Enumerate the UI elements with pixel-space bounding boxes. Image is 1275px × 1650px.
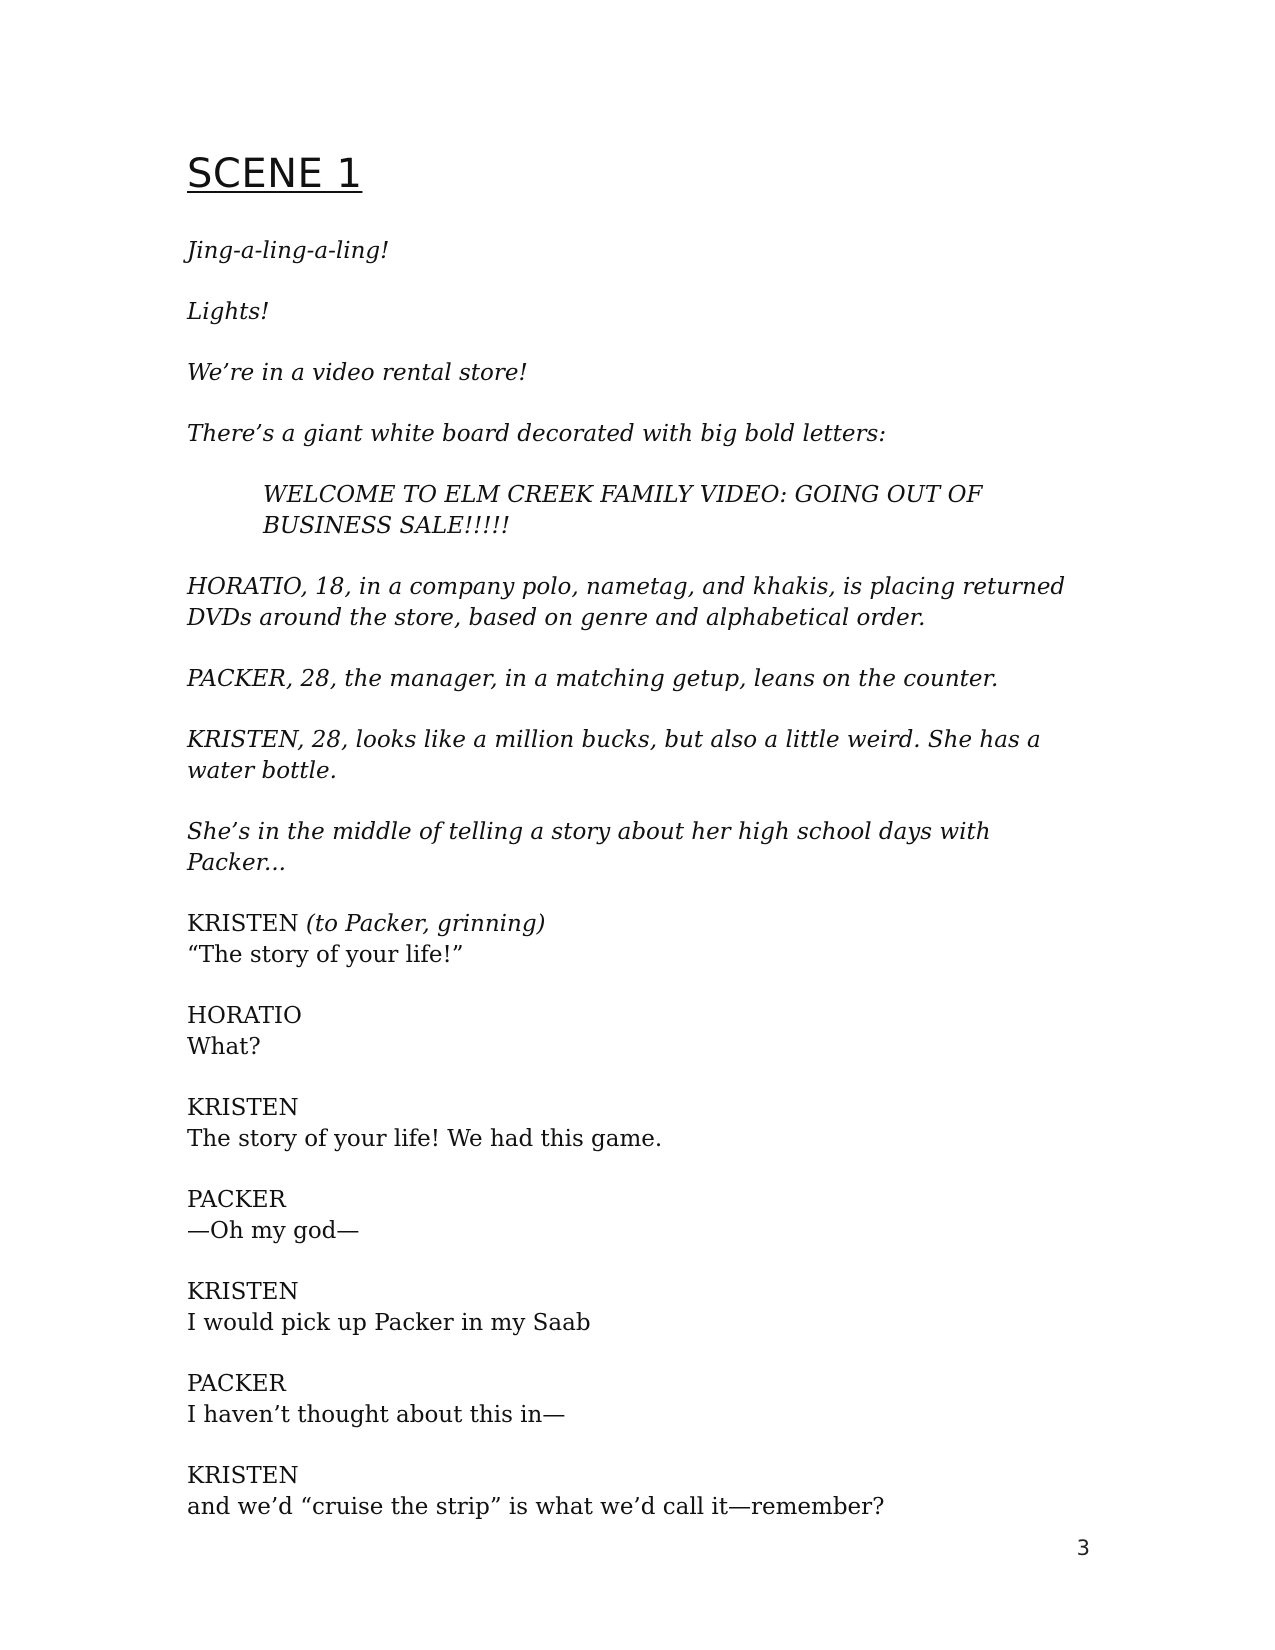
parenthetical: (to Packer, grinning) (305, 911, 546, 937)
speaker-line (187, 909, 1087, 940)
dialogue-block (187, 1185, 1087, 1247)
dialogue-line: The story of your life! We had this game. (187, 1126, 663, 1152)
dialogue-block (187, 1277, 1087, 1339)
speaker-name: KRISTEN (187, 911, 299, 937)
speaker-name: PACKER (187, 1371, 286, 1397)
speaker-name: KRISTEN (187, 1279, 299, 1305)
page-number: 3 (1076, 1536, 1090, 1560)
dialogue-line: What? (187, 1034, 261, 1060)
dialogue-line: I haven’t thought about this in— (187, 1402, 566, 1428)
action-line: PACKER, 28, the manager, in a matching getup, leans on the counter. (187, 666, 999, 692)
whiteboard-text: WELCOME TO ELM CREEK FAMILY VIDEO: GOING OUT OF BUSINESS SALE!!!!! (263, 482, 983, 539)
dialogue-line: and we’d “cruise the strip” is what we’d call it—remember? (187, 1494, 885, 1520)
dialogue-line: —Oh my god— (187, 1218, 360, 1244)
speaker-name: HORATIO (187, 1003, 302, 1029)
dialogue-block (187, 1001, 1087, 1063)
speaker-name: KRISTEN (187, 1095, 299, 1121)
action-line: She’s in the middle of telling a story about her high school days with Packer... (187, 819, 991, 876)
scene-heading: SCENE 1 (187, 151, 363, 197)
action-line: There’s a giant white board decorated with big bold letters: (187, 421, 887, 447)
action-line: We’re in a video rental store! (187, 360, 528, 386)
speaker-name: PACKER (187, 1187, 286, 1213)
dialogue-block (187, 1093, 1087, 1155)
dialogue-line: “The story of your life!” (187, 942, 464, 968)
dialogue-line: I would pick up Packer in my Saab (187, 1310, 591, 1336)
action-line: Lights! (187, 299, 270, 325)
action-line: KRISTEN, 28, looks like a million bucks, but also a little weird. She has a water bottle. (187, 727, 1041, 784)
speaker-name: KRISTEN (187, 1463, 299, 1489)
dialogue-block (187, 909, 1087, 971)
action-line: Jing-a-ling-a-ling! (187, 238, 390, 264)
action-line: HORATIO, 18, in a company polo, nametag, and khakis, is placing returned DVDs around the store, based on genre and alphabetical order. (187, 574, 1066, 631)
dialogue-block (187, 1369, 1087, 1431)
script-content (187, 150, 1087, 1553)
dialogue-block (187, 1461, 1087, 1523)
